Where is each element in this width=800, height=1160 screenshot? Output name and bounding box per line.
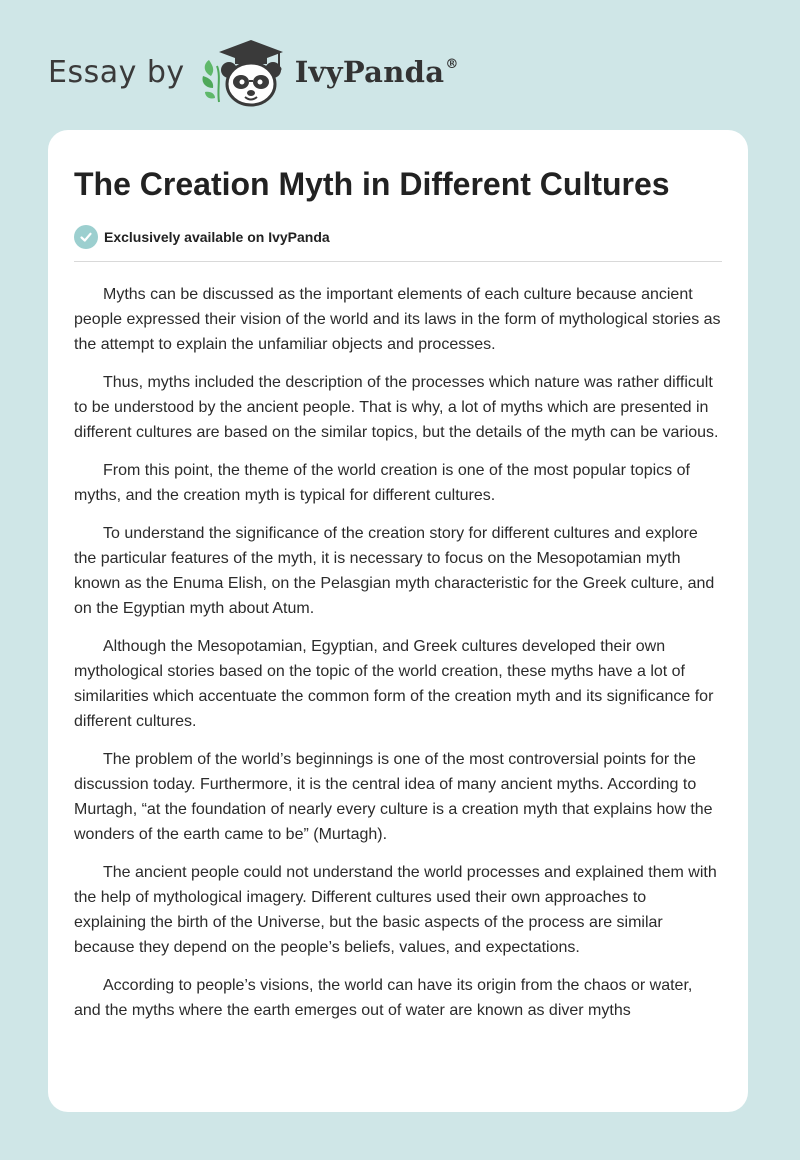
site-header <box>48 36 459 108</box>
paragraph: To understand the significance of the creation story for different cultures and explore the particular features of the myth, it is necessary to focus on the Mesopotamian myth known as the Enuma Elish, on the Pelasgian myth characteristic for the Greek culture, and on the Egyptian myth about Atum. <box>74 525 715 617</box>
brand-name <box>295 55 459 89</box>
paragraph: Thus, myths included the description of the processes which nature was rather difficult to be understood by the ancient people. That is why, a lot of myths which are presented in different cultures are based on the similar topics, but the details of the myth can be various. <box>74 374 719 441</box>
paragraph: From this point, the theme of the world creation is one of the most popular topics of myths, and the creation myth is typical for different cultures. <box>74 462 690 504</box>
essay-body <box>74 282 722 1023</box>
paragraph: The problem of the world’s beginnings is one of the most controversial points for the discussion today. Furthermore, it is the central idea of many ancient myths. According to Murtagh, “at the foundation of nearly every culture is a creation myth that explains how the wonders of the earth came to be” (Murtagh). <box>74 751 713 843</box>
paragraph: According to people’s visions, the world can have its origin from the chaos or water, and the myths where the earth emerges out of water are known as diver myths <box>74 977 693 1019</box>
registered-mark: ® <box>445 57 459 72</box>
panda-logo-icon <box>199 36 289 108</box>
essay-by-label: Essay by <box>48 54 185 90</box>
essay-title: The Creation Myth in Different Cultures <box>74 166 670 202</box>
divider <box>74 261 722 262</box>
check-icon <box>74 225 98 249</box>
brand-name-text: IvyPanda <box>294 55 445 89</box>
paragraph: Myths can be discussed as the important elements of each culture because ancient people expressed their vision of the world and its laws in the form of mythological stories as the attempt to explain the unfamiliar objects and processes. <box>74 286 721 353</box>
paragraph: Although the Mesopotamian, Egyptian, and Greek cultures developed their own mythological stories based on the topic of the world creation, these myths have a lot of similarities which accentuate the common form of the creation myth and its significance for different cultures. <box>74 638 714 730</box>
exclusive-badge <box>74 224 722 250</box>
exclusive-label: Exclusively available on IvyPanda <box>104 229 330 245</box>
essay-card <box>48 130 748 1112</box>
paragraph: The ancient people could not understand the world processes and explained them with the help of mythological imagery. Different cultures used their own approaches to explaining the birth of the Universe, but the basic aspects of the process are similar because they depend on the people’s beliefs, values, and expectations. <box>74 864 717 956</box>
